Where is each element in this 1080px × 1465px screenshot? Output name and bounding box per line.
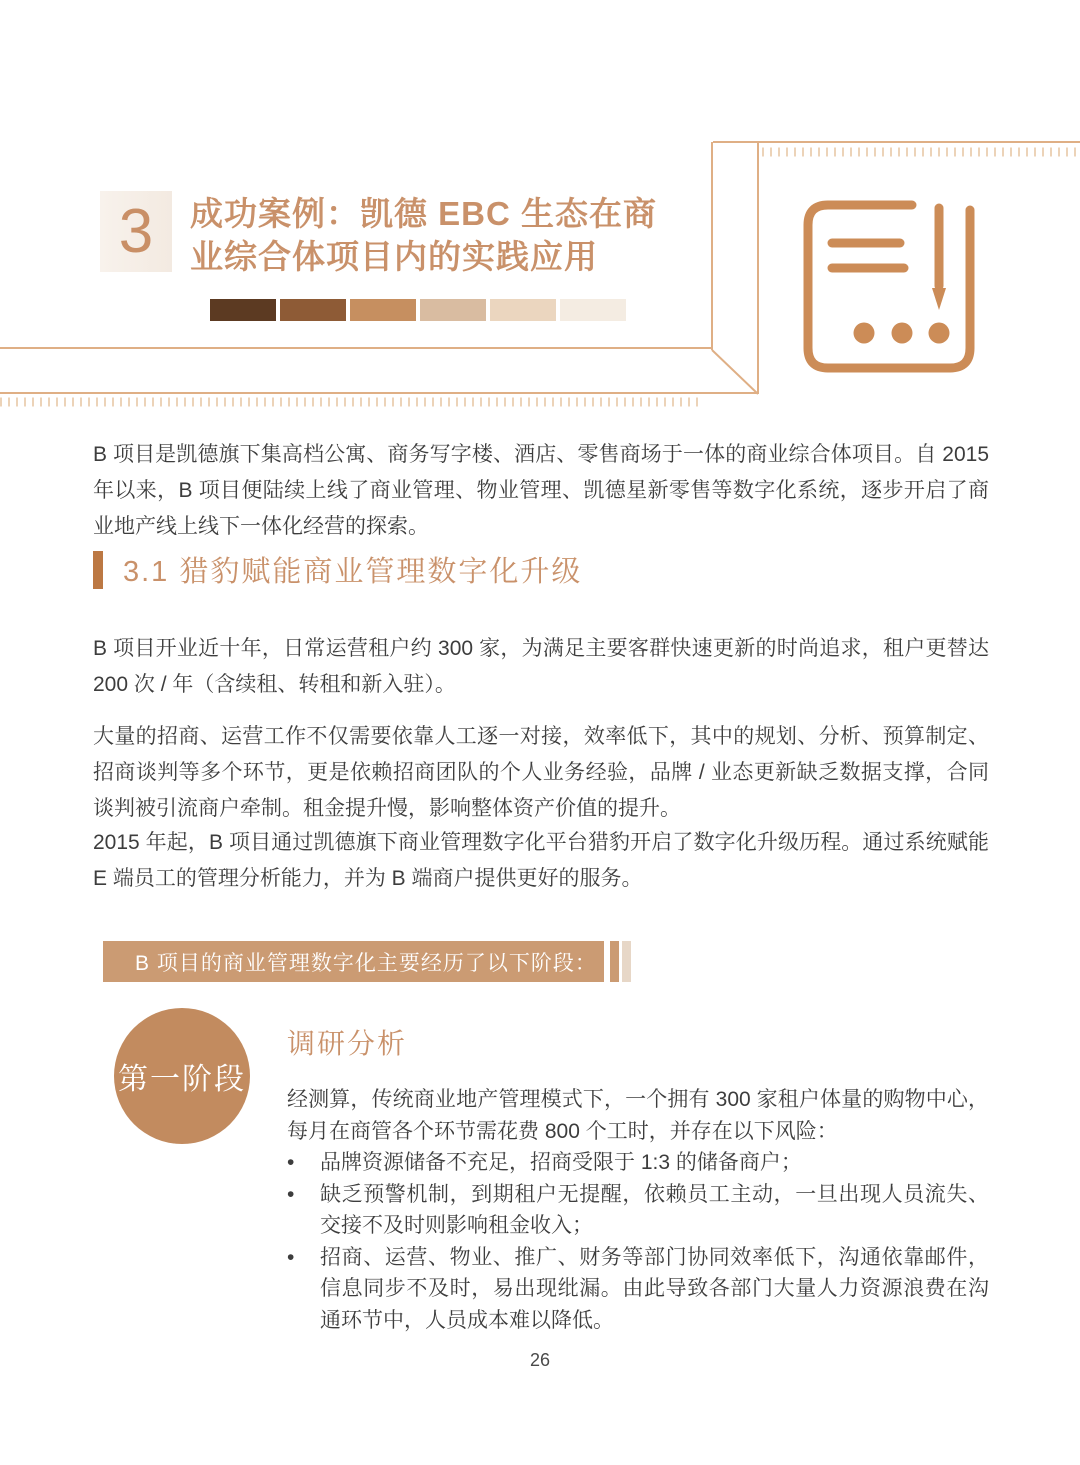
- list-item: [287, 1179, 989, 1242]
- section-paragraph-3: 2015 年起，B 项目通过凯德旗下商业管理数字化平台猎豹开启了数字化升级历程。通过系统赋能 E 端员工的管理分析能力，并为 B 端商户提供更好的服务。: [93, 831, 989, 890]
- stage-body: [287, 1084, 989, 1336]
- section-paragraph-2: 大量的招商、运营工作不仅需要依靠人工逐一对接，效率低下，其中的规划、分析、预算制定、招商谈判等多个环节，更是依赖招商团队的个人业务经验，品牌 / 业态更新缺乏数据支撑，合同谈判被引流商户牵制。租金提升慢，影响整体资产价值的提升。: [93, 725, 989, 820]
- banner-strip: [622, 941, 631, 982]
- bullet-text: 招商、运营、物业、推广、财务等部门协同效率低下，沟通依靠邮件，信息同步不及时，易出现纰漏。由此导致各部门大量人力资源浪费在沟通环节中，人员成本难以降低。: [320, 1245, 989, 1332]
- stage-badge: [114, 1008, 250, 1144]
- stage-intro: 经测算，传统商业地产管理模式下，一个拥有 300 家租户体量的购物中心，每月在商管各个环节需花费 800 个工时，并存在以下风险：: [287, 1088, 989, 1143]
- bullet-text: 品牌资源储备不充足，招商受限于 1:3 的储备商户；: [320, 1151, 802, 1174]
- chapter-title: [190, 192, 657, 278]
- section-paragraph-1: B 项目开业近十年，日常运营租户约 300 家，为满足主要客群快速更新的时尚追求，租户更替达 200 次 / 年（含续租、转租和新入驻）。: [93, 637, 989, 696]
- document-pencil-icon: [800, 196, 980, 386]
- chapter-number-badge: [100, 191, 172, 272]
- palette-swatch: [350, 299, 416, 321]
- intro-paragraph: B 项目是凯德旗下集高档公寓、商务写字楼、酒店、零售商场于一体的商业综合体项目。自 2015 年以来，B 项目便陆续上线了商业管理、物业管理、凯德星新零售等数字化系统，逐步开启了商业地产线上线下一体化经营的探索。: [93, 443, 989, 538]
- palette-swatch: [210, 299, 276, 321]
- bullet-marker: •: [287, 1151, 295, 1174]
- bullet-marker: •: [287, 1182, 295, 1206]
- palette-swatch: [560, 299, 626, 321]
- phase-banner: [103, 941, 631, 982]
- chapter-title-line1: 成功案例：凯德 EBC 生态在商: [190, 195, 658, 232]
- palette-swatch: [420, 299, 486, 321]
- chapter-number: 3: [118, 196, 154, 266]
- list-item: [287, 1242, 989, 1337]
- chapter-title-line2: 业综合体项目内的实践应用: [190, 238, 598, 275]
- section-heading-3-1: [93, 549, 582, 590]
- stage-badge-label: 第一阶段: [118, 1063, 246, 1096]
- section-heading-text: 3.1 猎豹赋能商业管理数字化升级: [123, 556, 583, 588]
- banner-strip: [610, 941, 619, 982]
- phase-banner-text: B 项目的商业管理数字化主要经历了以下阶段：: [103, 941, 604, 982]
- page-number: 26: [529, 1350, 551, 1370]
- stage-heading: 调研分析: [287, 1028, 408, 1059]
- color-palette-bar: [210, 299, 626, 321]
- palette-swatch: [280, 299, 346, 321]
- bullet-marker: •: [287, 1245, 295, 1269]
- bullet-text: 缺乏预警机制，到期租户无提醒，依赖员工主动，一旦出现人员流失、交接不及时则影响租金收入；: [320, 1182, 989, 1237]
- palette-swatch: [490, 299, 556, 321]
- heading-accent-bar: [93, 551, 103, 589]
- list-item: [287, 1147, 989, 1179]
